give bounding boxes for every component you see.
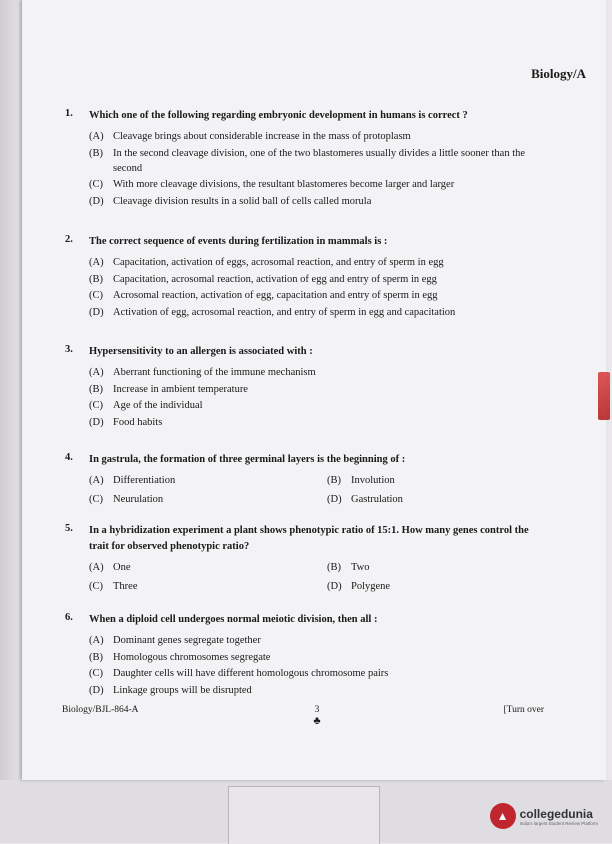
option-d: (D) Gastrulation	[327, 493, 403, 505]
logo-tagline: India's largest Student Review Platform	[519, 820, 598, 826]
collegedunia-logo	[490, 803, 598, 829]
option-c: (C) Neurulation	[89, 493, 164, 505]
option-d: (D) Activation of egg, acrosomal reaction, and entry of sperm in egg and capacitation	[89, 306, 456, 318]
question-text: Hypersensitivity to an allergen is associated with :	[89, 346, 313, 357]
question-3	[65, 344, 565, 431]
option-b: (B) Involution	[327, 475, 395, 486]
question-6	[65, 612, 565, 699]
left-page-edge	[0, 0, 22, 843]
option-a: (A) Dominant genes segregate together	[89, 635, 261, 646]
page-header-title: Biology/A	[531, 66, 586, 81]
page-number: 3	[314, 705, 320, 715]
question-1	[65, 108, 565, 210]
question-number: 1.	[65, 108, 73, 119]
question-5	[65, 523, 565, 597]
turn-over-note: [Turn over	[503, 705, 544, 715]
option-a: (A) Cleavage brings about considerable increase in the mass of protoplasm	[89, 131, 411, 142]
option-a: (A) Aberrant functioning of the immune mechanism	[89, 367, 316, 378]
red-page-marker	[598, 372, 610, 420]
question-number: 3.	[65, 344, 73, 355]
option-c: (C) Daughter cells will have different homologous chromosome pairs	[89, 668, 389, 679]
option-a: (A) Capacitation, activation of eggs, acrosomal reaction, and entry of sperm in egg	[89, 257, 444, 268]
question-2	[65, 234, 565, 321]
question-text: When a diploid cell undergoes normal meiotic division, then all :	[89, 614, 378, 625]
question-text: In a hybridization experiment a plant shows phenotypic ratio of 15:1. How many genes control the trait for observed phenotypic ratio?	[89, 525, 529, 552]
option-d: (D) Linkage groups will be disrupted	[89, 684, 252, 696]
question-text: In gastrula, the formation of three germinal layers is the beginning of :	[89, 454, 406, 465]
binder-tab	[228, 786, 380, 844]
logo-name: collegedunia	[519, 806, 593, 821]
option-b: (B) Homologous chromosomes segregate	[89, 651, 271, 663]
option-a: (A) One	[89, 562, 131, 573]
option-c: (C) Age of the individual	[89, 400, 203, 411]
graduation-cap-icon: ▲	[490, 803, 516, 829]
option-b: (B) In the second cleavage division, one of the two blastomeres usually divides a little sooner than the second	[89, 147, 526, 174]
question-number: 6.	[65, 612, 73, 623]
option-b: (B) Increase in ambient temperature	[89, 383, 248, 395]
page-number-block	[302, 705, 332, 727]
question-4	[65, 452, 565, 510]
option-d: (D) Polygene	[327, 580, 391, 592]
question-number: 5.	[65, 523, 73, 534]
option-b: (B) Capacitation, acrosomal reaction, activation of egg and entry of sperm in egg	[89, 273, 437, 285]
club-symbol-icon: ♣	[313, 715, 321, 727]
option-b: (B) Two	[327, 562, 370, 573]
option-d: (D) Food habits	[89, 416, 163, 428]
question-number: 2.	[65, 234, 73, 245]
question-number: 4.	[65, 452, 73, 463]
option-c: (C) Three	[89, 580, 138, 592]
paper-code: Biology/BJL-864-A	[62, 705, 139, 715]
question-text: Which one of the following regarding embryonic development in humans is correct ?	[89, 110, 468, 121]
option-a: (A) Differentiation	[89, 475, 176, 486]
option-c: (C) With more cleavage divisions, the resultant blastomeres become larger and larger	[89, 179, 455, 190]
option-d: (D) Cleavage division results in a solid ball of cells called morula	[89, 195, 372, 207]
option-c: (C) Acrosomal reaction, activation of egg, capacitation and entry of sperm in egg	[89, 290, 438, 301]
question-text: The correct sequence of events during fertilization in mammals is :	[89, 236, 388, 247]
page-footer	[62, 705, 544, 727]
